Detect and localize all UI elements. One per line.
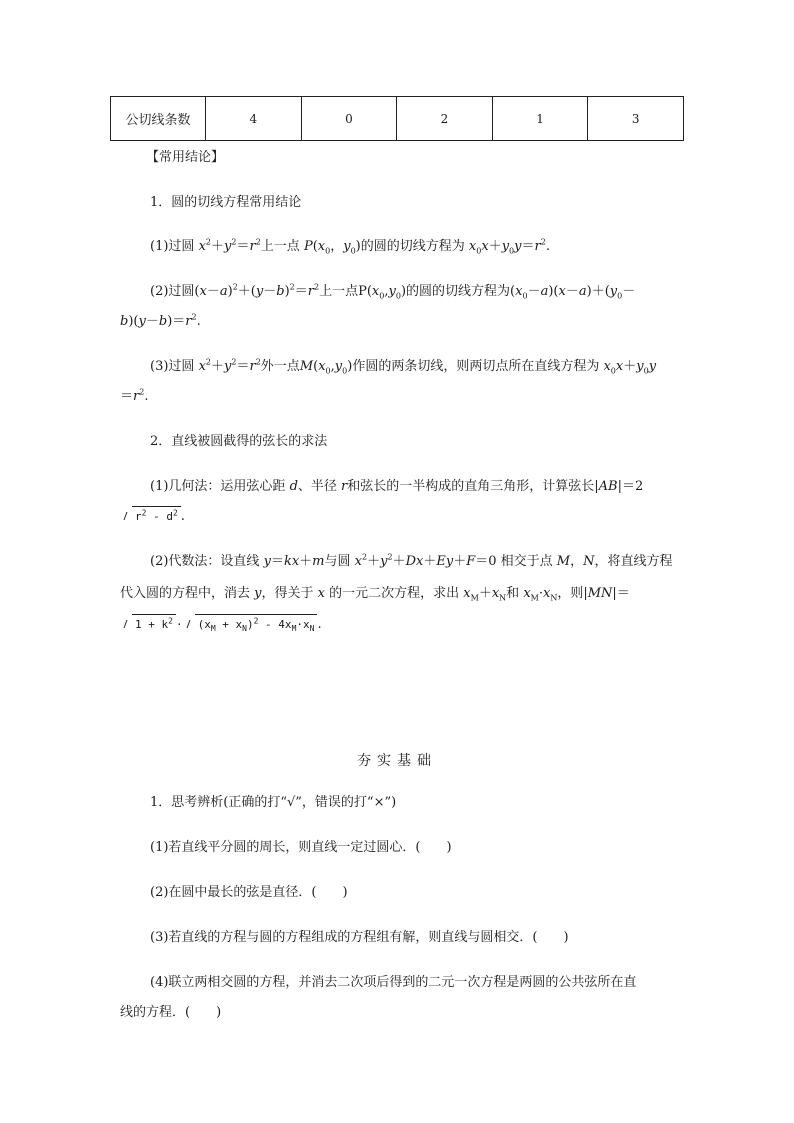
table-cell: 4 xyxy=(206,97,302,141)
table-cell: 3 xyxy=(588,97,684,141)
item1-title: 1．圆的切线方程常用结论 xyxy=(150,195,302,210)
sqrt-expression: $(x_M + x_N)^2 - 4x_M\cdot x_N$ xyxy=(183,614,318,635)
q1-item-4-cont: 线的方程．( ) xyxy=(120,1005,222,1020)
table-cell: 2 xyxy=(397,97,493,141)
item1-sub2-cont: $b)(y-b)=r^2$. xyxy=(120,312,201,329)
conclusion-heading: 【常用结论】 xyxy=(146,150,225,165)
item1-sub3-cont: $=r^2$. xyxy=(120,387,149,404)
common-tangent-table xyxy=(110,96,684,141)
item1-sub2: (2)过圆$(x-a)^2+(y-b)^2=r^2$上一点$P(x_0,y_0)$的圆的切线方程为$(x_0-a)(x-a)+(y_0-$ xyxy=(150,282,636,301)
item2-sub2: (2)代数法：设直线 y＝kx＋m与圆 $x^2+y^2+Dx+Ey+F=0$ 相交于点 M，N，将直线方程 xyxy=(150,552,673,569)
item1-sub1: (1)过圆 $x^2+y^2=r^2$上一点 $P(x_0$，$y_0$)的圆的切线方程为 $x_0x+y_0y=r^2$. xyxy=(150,237,550,256)
q1-item-1: (1)若直线平分圆的周长，则直线一定过圆心．( ) xyxy=(150,840,452,855)
item2-sub2-line2: 代入圆的方程中，消去 y，得关于 x 的一元二次方程，求出 $x_M+x_N$和 $x_M\cdot x_N$，则|MN|＝ xyxy=(120,586,630,603)
q1-title: 1．思考辨析(正确的打“√”，错误的打“×”) xyxy=(150,795,397,810)
table-cell: 1 xyxy=(492,97,588,141)
q1-item-4: (4)联立两相交圆的方程，并消去二次项后得到的二元一次方程是两圆的公共弦所在直 xyxy=(150,975,637,990)
item2-sub1-cont: $r^2 - d^2$ . xyxy=(120,506,185,527)
basics-heading: 夯实基础 xyxy=(357,753,437,769)
table-header-cell: 公切线条数 xyxy=(111,97,206,141)
item2-sub1: (1)几何法：运用弦心距 d、半径 r和弦长的一半构成的直角三角形，计算弦长|AB|＝2 xyxy=(150,479,644,494)
item2-sub2-line3: $1 + k^2 \cdot (x_M + x_N)^2 - 4x_M\cdot x_N$ . xyxy=(120,614,322,635)
table-cell: 0 xyxy=(301,97,397,141)
sqrt-expression: $r^2 - d^2$ xyxy=(120,506,181,527)
item2-title: 2．直线被圆截得的弦长的求法 xyxy=(150,434,328,449)
sqrt-expression: $1 + k^2$ xyxy=(120,614,176,635)
q1-item-2: (2)在圆中最长的弦是直径．( ) xyxy=(150,885,348,900)
item1-sub3: (3)过圆 $x^2+y^2=r^2$外一点$M(x_0,y_0)$作圆的两条切线，则两切点所在直线方程为 $x_0x+y_0y$ xyxy=(150,357,657,376)
table-row xyxy=(111,97,684,141)
q1-item-3: (3)若直线的方程与圆的方程组成的方程组有解，则直线与圆相交．( ) xyxy=(150,930,569,945)
